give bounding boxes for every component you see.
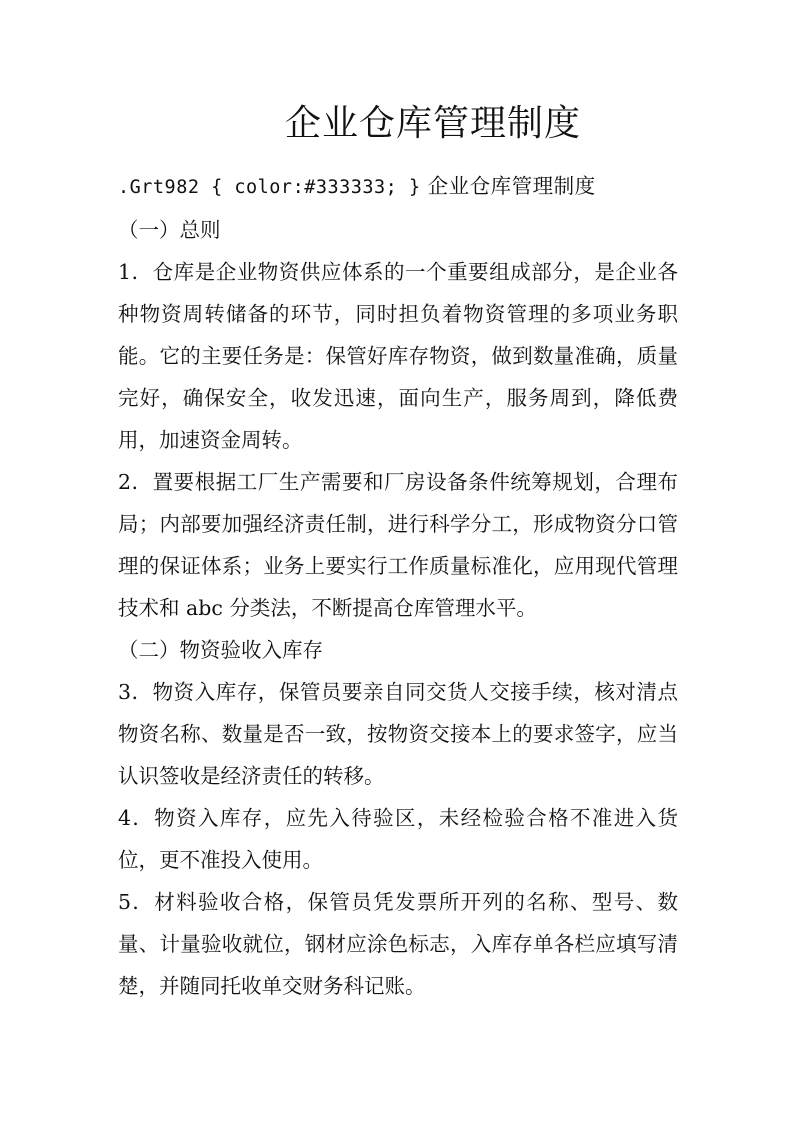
document-body: [118, 165, 678, 1007]
css-code-text: .Grt982 { color:#333333; }: [118, 177, 421, 198]
paragraph-3: 3．物资入库存，保管员要亲自同交货人交接手续，核对清点物资名称、数量是否一致，按物资交接本上的要求签字，应当认识签收是经济责任的转移。: [118, 680, 678, 788]
document-title: 企业仓库管理制度: [284, 103, 581, 144]
section-heading-general: （一）总则: [118, 218, 221, 242]
section-heading-receiving: （二）物资验收入库存: [118, 638, 323, 662]
paragraph-1: 1．仓库是企业物资供应体系的一个重要组成部分，是企业各种物资周转储备的环节，同时担负着物资管理的多项业务职能。它的主要任务是：保管好库存物资，做到数量准确，质量完好，确保安全，收发迅速，面向生产，服务周到，降低费用，加速资金周转。: [118, 260, 678, 452]
css-text-line: [118, 165, 678, 209]
paragraph-5: 5．材料验收合格，保管员凭发票所开列的名称、型号、数量、计量验收就位，钢材应涂色标志，入库存单各栏应填写清楚，并随同托收单交财务科记账。: [118, 890, 678, 998]
paragraph-4: 4．物资入库存，应先入待验区，未经检验合格不准进入货位，更不准投入使用。: [118, 806, 678, 872]
css-line-title: 企业仓库管理制度: [427, 174, 596, 198]
paragraph-2: 2．置要根据工厂生产需要和厂房设备条件统筹规划，合理布局；内部要加强经济责任制，进行科学分工，形成物资分口管理的保证体系；业务上要实行工作质量标准化，应用现代管理技术和 abc 分类法，不断提高仓库管理水平。: [118, 470, 678, 620]
